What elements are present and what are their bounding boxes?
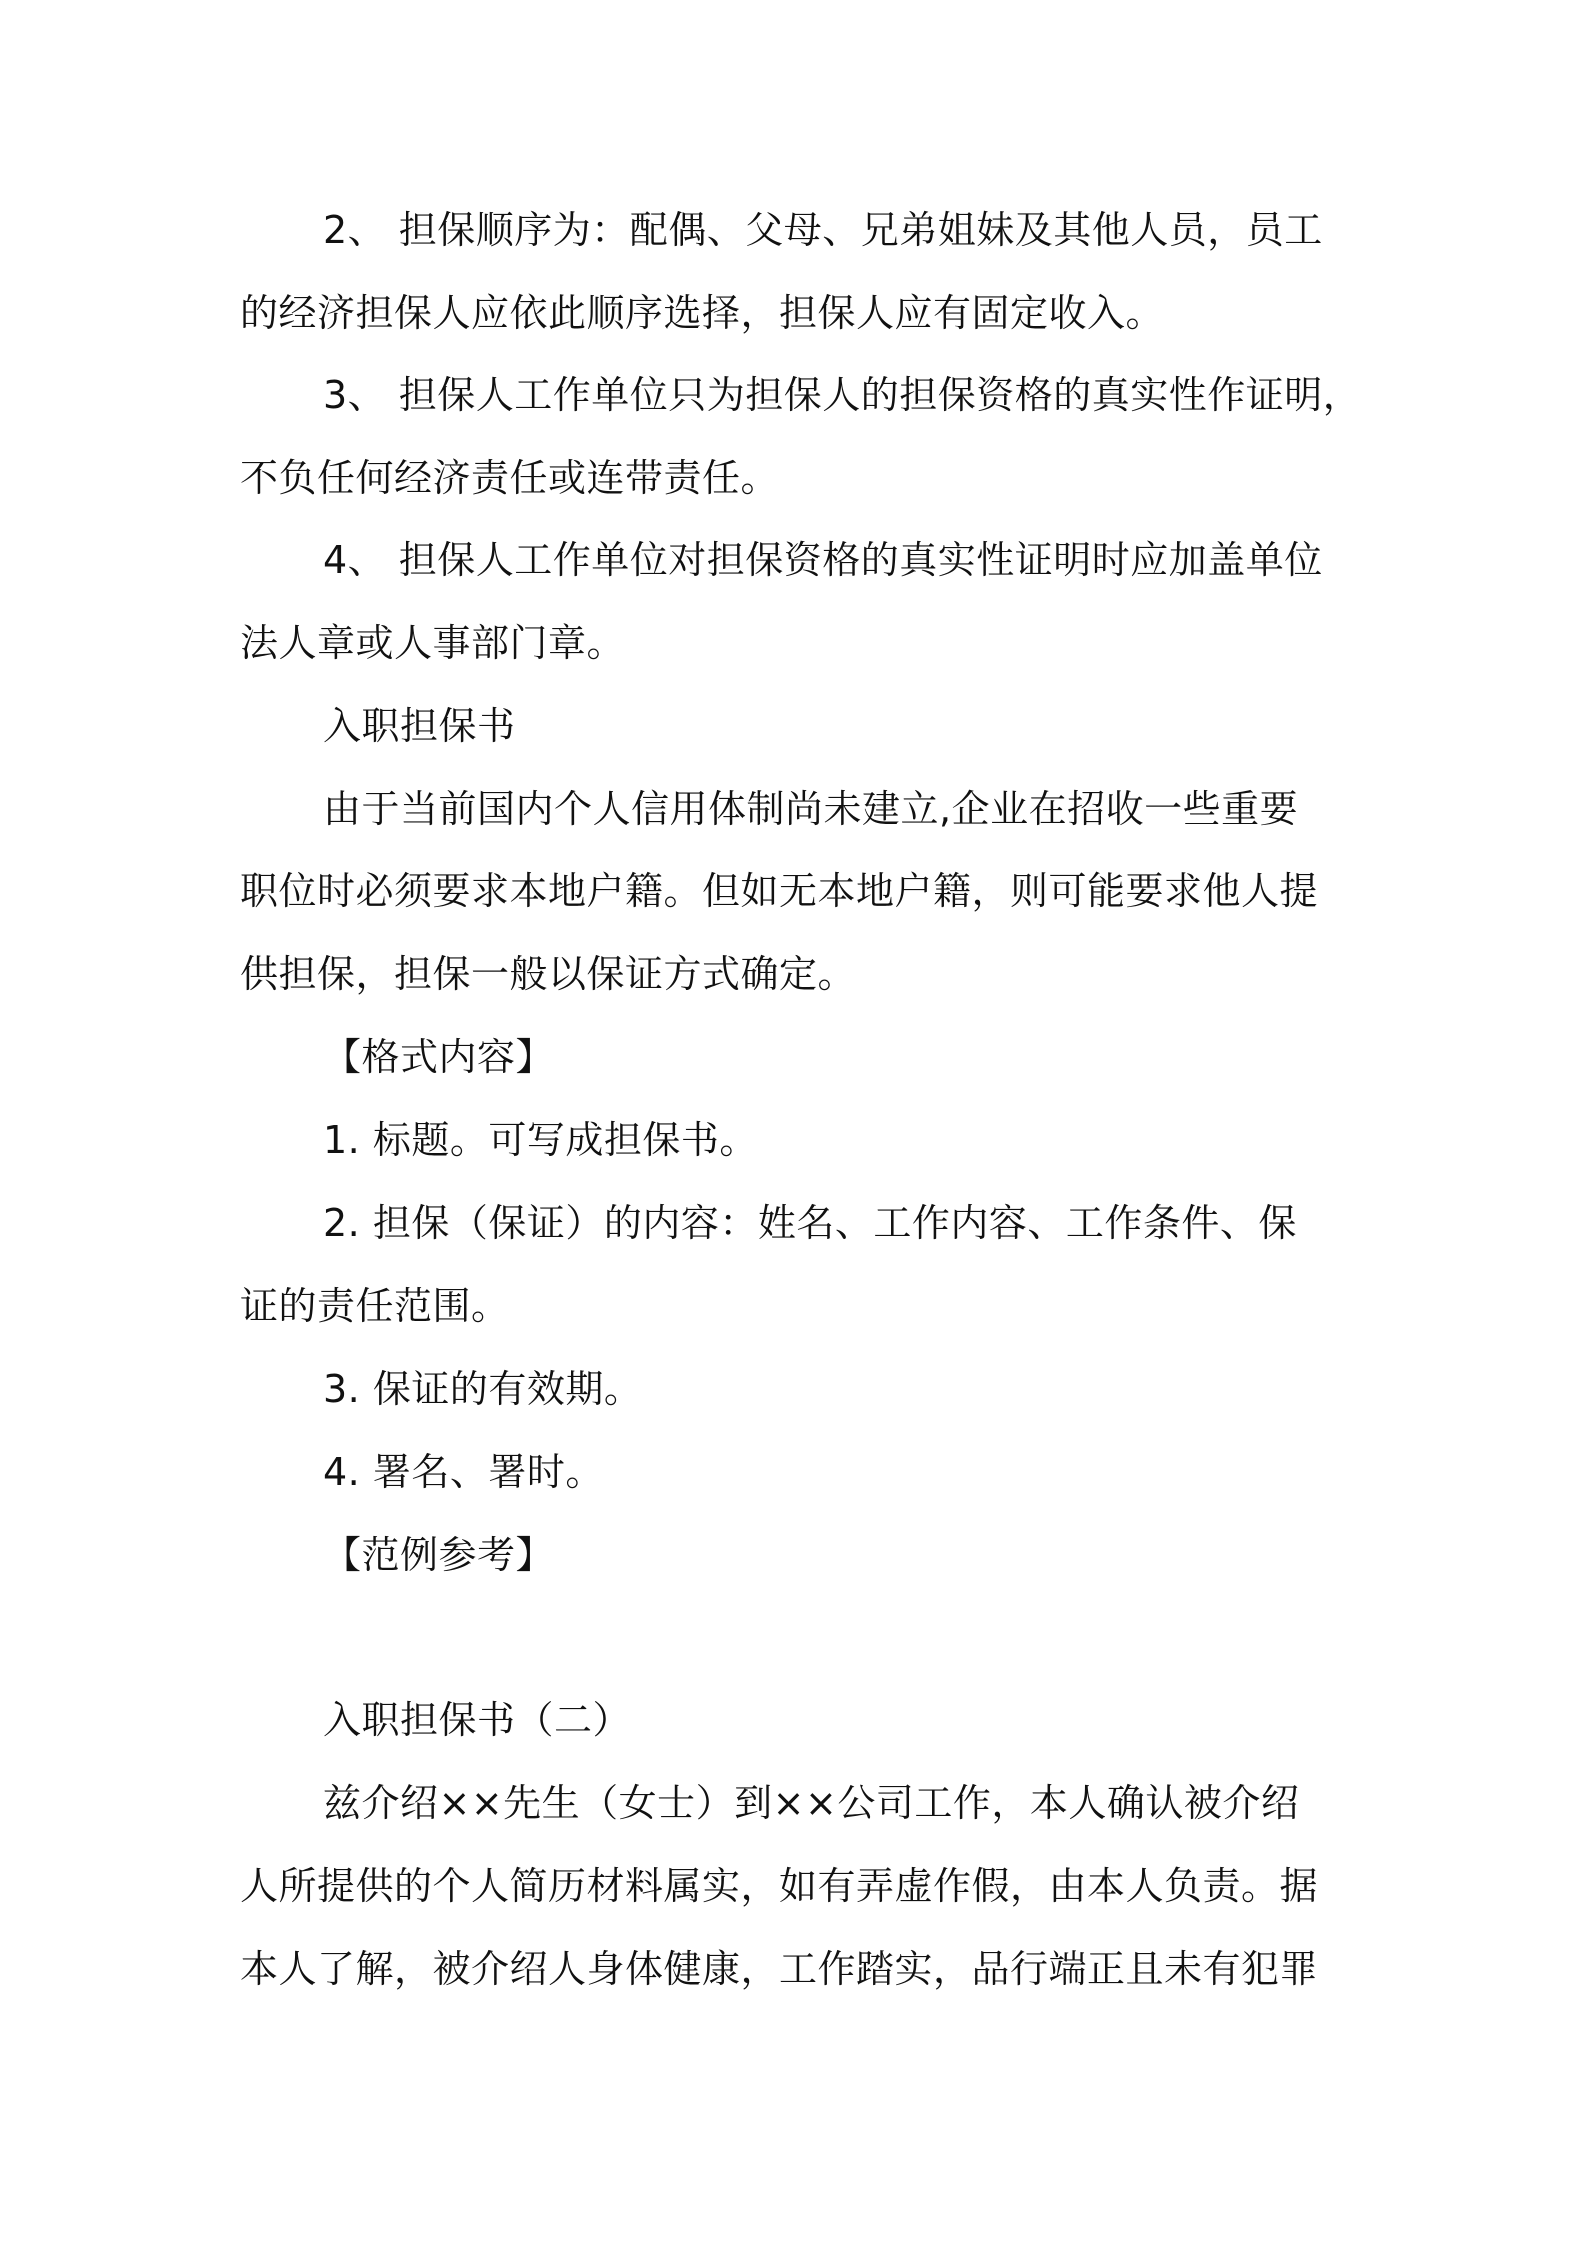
paragraph-line: 2、 担保顺序为：配偶、父母、兄弟姐妹及其他人员，员工 — [323, 208, 1323, 252]
section-heading: 【范例参考】 — [323, 1533, 555, 1577]
document-title: 入职担保书（二） — [323, 1698, 632, 1742]
list-item: 证的责任范围。 — [240, 1284, 510, 1328]
paragraph-line: 4、 担保人工作单位对担保资格的真实性证明时应加盖单位 — [323, 538, 1323, 582]
paragraph-line: 不负任何经济责任或连带责任。 — [240, 456, 780, 500]
paragraph-line: 的经济担保人应依此顺序选择，担保人应有固定收入。 — [240, 291, 1165, 335]
paragraph-line: 3、 担保人工作单位只为担保人的担保资格的真实性作证明， — [323, 373, 1362, 417]
paragraph-line: 由于当前国内个人信用体制尚未建立,企业在招收一些重要 — [323, 787, 1299, 831]
list-item: 2. 担保（保证）的内容：姓名、工作内容、工作条件、保 — [323, 1201, 1297, 1245]
list-item: 3. 保证的有效期。 — [323, 1367, 643, 1411]
section-heading: 入职担保书 — [323, 704, 516, 748]
paragraph-line: 供担保，担保一般以保证方式确定。 — [240, 952, 857, 996]
paragraph-line: 法人章或人事部门章。 — [240, 621, 626, 665]
list-item: 1. 标题。可写成担保书。 — [323, 1118, 758, 1162]
paragraph-line: 人所提供的个人简历材料属实，如有弄虚作假，由本人负责。据 — [240, 1864, 1319, 1908]
paragraph-line: 职位时必须要求本地户籍。但如无本地户籍，则可能要求他人提 — [240, 869, 1319, 913]
paragraph-line: 兹介绍××先生（女士）到××公司工作，本人确认被介绍 — [323, 1781, 1300, 1825]
section-heading: 【格式内容】 — [323, 1035, 555, 1079]
paragraph-line: 本人了解，被介绍人身体健康，工作踏实，品行端正且未有犯罪 — [240, 1947, 1319, 1991]
list-item: 4. 署名、署时。 — [323, 1450, 604, 1494]
